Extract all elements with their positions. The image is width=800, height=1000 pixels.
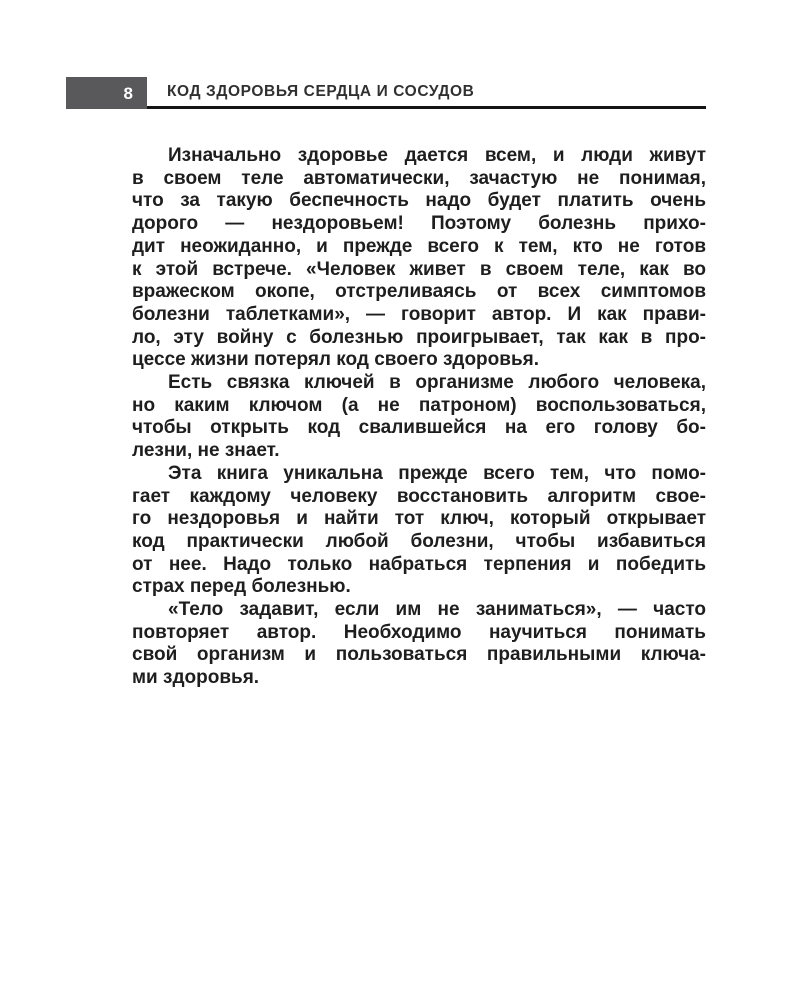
text-line: Есть связка ключей в организме любого человека,	[168, 372, 706, 394]
text-line: дорого — нездоровьем! Поэтому болезнь прихо-	[132, 213, 706, 235]
text-line: дит неожиданно, и прежде всего к тем, кто не готов	[132, 235, 706, 257]
text-line: вражеском окопе, отстреливаясь от всех симптомов	[132, 281, 706, 303]
text-line: ло, эту войну с болезнью проигрывает, так как в про-	[132, 326, 706, 348]
text-line: код практически любой болезни, чтобы избавиться	[132, 530, 706, 552]
text-line: от нее. Надо только набраться терпения и победить	[132, 553, 706, 575]
text-line: гает каждому человеку восстановить алгоритм свое-	[132, 485, 706, 507]
text-line: но каким ключом (а не патроном) воспользоваться,	[132, 394, 706, 416]
text-line: повторяет автор. Необходимо научиться понимать	[132, 621, 706, 643]
text-line: свой организм и пользоваться правильными ключа-	[132, 644, 706, 666]
text-line: лезни, не знает.	[132, 440, 280, 462]
text-line: что за такую беспечность надо будет платить очень	[132, 190, 706, 212]
text-line: в своем теле автоматически, зачастую не понимая,	[132, 167, 706, 189]
running-title: КОД ЗДОРОВЬЯ СЕРДЦА И СОСУДОВ	[167, 83, 475, 100]
text-line: Эта книга уникальна прежде всего тем, что помо-	[168, 462, 706, 484]
text-line: го нездоровья и найти тот ключ, который открывает	[132, 508, 706, 530]
text-line: страх перед болезнью.	[132, 576, 351, 598]
page-number: 8	[123, 83, 133, 103]
text-line: Изначально здоровье дается всем, и люди живут	[168, 145, 706, 166]
text-line: цессе жизни потерял код своего здоровья.	[132, 349, 539, 371]
page-number-box	[66, 77, 147, 109]
text-line: ми здоровья.	[132, 667, 260, 689]
text-line: болезни таблетками», — говорит автор. И как прави-	[132, 303, 706, 325]
text-line: к этой встрече. «Человек живет в своем теле, как во	[132, 258, 706, 280]
body-text	[132, 145, 706, 690]
text-line: «Тело задавит, если им не заниматься», — часто	[168, 599, 706, 621]
text-line: чтобы открыть код свалившейся на его голову бо-	[132, 417, 706, 439]
